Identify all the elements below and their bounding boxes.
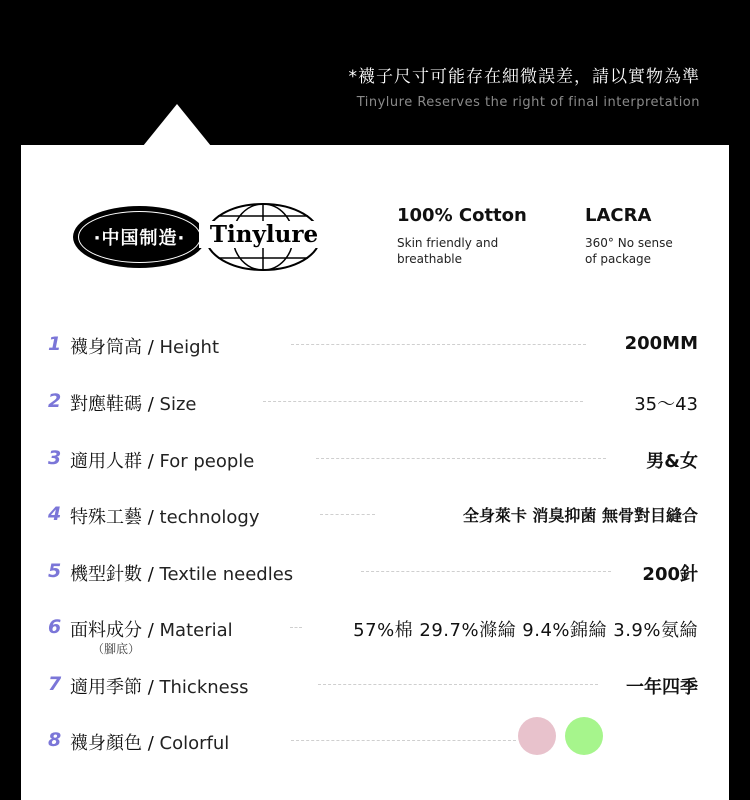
spec-label: 機型針數 / Textile needles	[70, 564, 294, 585]
spec-row-material	[48, 608, 698, 656]
spec-row-season	[48, 665, 698, 698]
spec-number: 7	[48, 673, 62, 695]
spec-sublabel: （腳底）	[92, 642, 141, 656]
feature-title: 100% Cotton	[397, 205, 527, 226]
notice-en: Tinylure Reserves the right of final interpretation	[356, 95, 700, 110]
spec-value: 全身萊卡 消臭抑菌 無骨對目縫合	[462, 506, 698, 525]
feature-cotton	[397, 205, 527, 267]
spec-number: 5	[48, 560, 62, 582]
spec-value: 35～43	[634, 394, 698, 415]
dotted-leader	[290, 627, 302, 628]
dotted-leader	[318, 684, 598, 685]
dotted-leader	[361, 571, 611, 572]
spec-value: 男&女	[646, 451, 698, 472]
card-pointer	[143, 104, 211, 146]
spec-label: 適用人群 / For people	[70, 451, 255, 472]
spec-row-height	[48, 325, 698, 358]
dotted-leader	[316, 458, 606, 459]
spec-number: 1	[48, 333, 62, 355]
spec-label: 襪身顏色 / Colorful	[70, 733, 230, 754]
spec-label: 對應鞋碼 / Size	[70, 394, 197, 415]
spec-label: 適用季節 / Thickness	[70, 677, 249, 698]
spec-number: 8	[48, 729, 62, 751]
spec-value: 200MM	[624, 333, 698, 354]
spec-value: 57%棉 29.7%滌綸 9.4%錦綸 3.9%氨綸	[353, 620, 698, 641]
color-swatch-pink	[518, 717, 556, 755]
dotted-leader	[291, 344, 586, 345]
dotted-leader	[263, 401, 583, 402]
spec-card	[21, 145, 729, 800]
dotted-leader	[291, 740, 516, 741]
spec-number: 6	[48, 616, 62, 638]
spec-number: 4	[48, 503, 62, 525]
spec-label: 面料成分 / Material	[70, 620, 233, 641]
color-swatch-green	[565, 717, 603, 755]
spec-number: 2	[48, 390, 62, 412]
spec-row-technology	[48, 495, 698, 528]
feature-desc: 360° No sense of package	[585, 236, 673, 266]
notice	[349, 62, 701, 110]
spec-row-color	[48, 721, 698, 754]
made-in-china-logo	[73, 206, 206, 268]
made-in-china-text: ·中国制造·	[93, 228, 186, 249]
feature-title: LACRA	[585, 205, 652, 226]
feature-desc: Skin friendly and breathable	[397, 236, 499, 266]
spec-row-needles	[48, 552, 698, 585]
spec-value: 一年四季	[626, 677, 698, 698]
spec-row-people	[48, 439, 698, 472]
spec-label: 襪身筒高 / Height	[70, 337, 220, 358]
spec-row-size	[48, 382, 698, 415]
spec-value: 200針	[642, 564, 698, 585]
brand-logo-text: Tinylure	[199, 221, 329, 248]
spec-number: 3	[48, 447, 62, 469]
feature-lacra	[585, 205, 673, 267]
dotted-leader	[320, 514, 375, 515]
notice-cn: *襪子尺寸可能存在細微誤差，請以實物為準	[348, 67, 700, 87]
spec-label: 特殊工藝 / technology	[70, 507, 260, 528]
